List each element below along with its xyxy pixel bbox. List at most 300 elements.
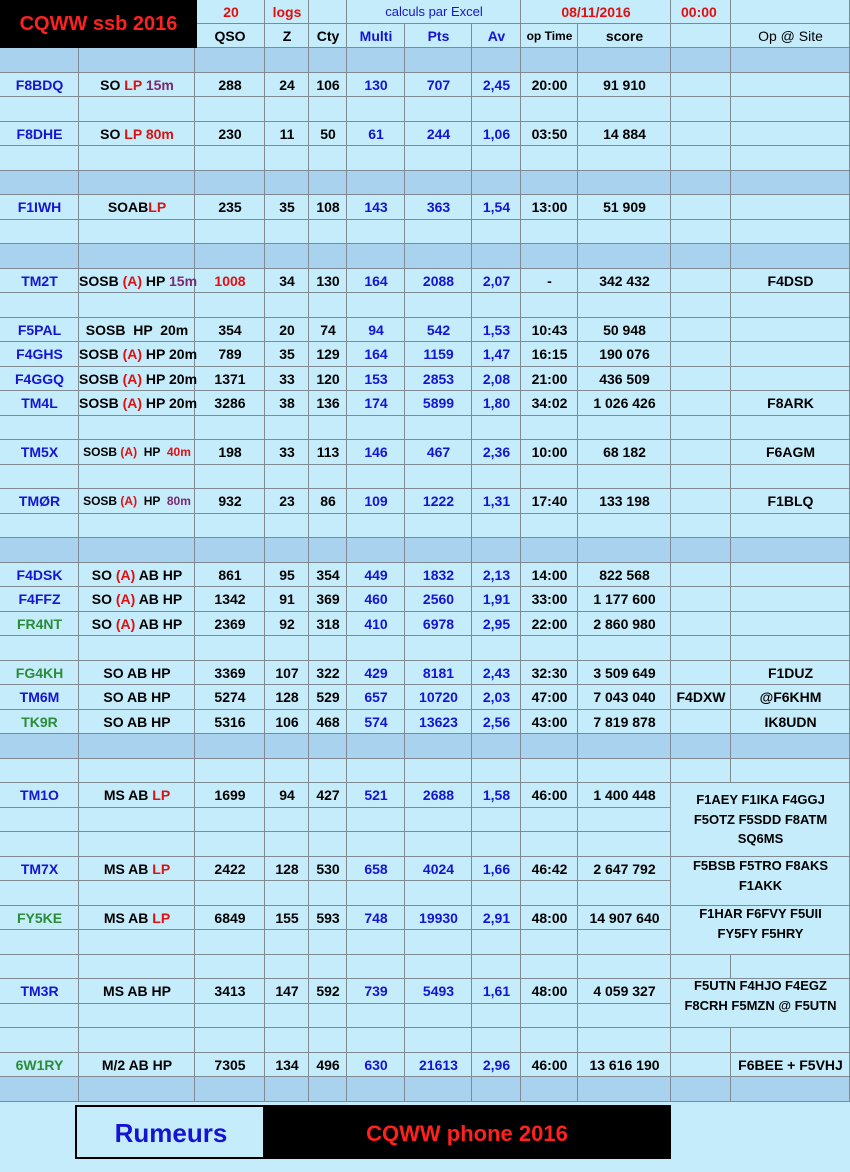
table-cell <box>195 1028 265 1053</box>
category-part: LP <box>148 199 167 215</box>
category-part: SO AB HP <box>103 689 171 705</box>
time-value: 48:00 <box>531 983 568 999</box>
callsign: FY5KE <box>16 910 63 926</box>
av-value: 1,58 <box>482 787 511 803</box>
table-cell <box>195 832 265 857</box>
cty-value: 106 <box>316 77 340 93</box>
category-part: HP 20m <box>145 371 198 387</box>
separator-cell <box>309 244 347 269</box>
category-part: (A) <box>115 616 139 632</box>
category <box>79 77 195 93</box>
table-cell <box>671 342 731 367</box>
qso-value: 6849 <box>214 910 246 926</box>
table-cell <box>578 808 671 832</box>
table-cell <box>0 220 79 244</box>
callsign: TM3R <box>20 983 59 999</box>
z-value: 33 <box>279 371 295 387</box>
table-cell <box>671 220 731 244</box>
separator-cell <box>521 1077 578 1102</box>
qso-value: 1371 <box>214 371 246 387</box>
category-part: LP <box>124 77 146 93</box>
score-value: 190 076 <box>599 346 650 362</box>
separator-cell <box>265 171 309 195</box>
separator-cell <box>405 244 472 269</box>
table-cell <box>405 146 472 171</box>
table-cell <box>405 1028 472 1053</box>
table-cell <box>521 955 578 979</box>
table-cell <box>195 1004 265 1028</box>
av-value: 2,96 <box>482 1057 511 1073</box>
table-cell <box>521 514 578 538</box>
separator-cell <box>0 244 79 269</box>
table-cell <box>731 367 850 391</box>
callsign: 6W1RY <box>15 1057 64 1073</box>
contest-box <box>265 1107 669 1157</box>
callsign: TM7X <box>20 861 59 877</box>
qso-value: 7305 <box>214 1057 246 1073</box>
table-cell <box>405 636 472 661</box>
category-part: MS AB <box>103 861 153 877</box>
header-top-cell <box>731 0 850 24</box>
separator-cell <box>0 171 79 195</box>
pts-value: 13623 <box>419 714 458 730</box>
table-cell <box>405 220 472 244</box>
sheet-title-box <box>0 0 197 48</box>
multi-value: 130 <box>364 77 388 93</box>
cty-value: 113 <box>316 444 340 460</box>
table-cell <box>472 146 521 171</box>
table-cell <box>0 146 79 171</box>
table-cell <box>0 759 79 783</box>
table-cell <box>671 759 731 783</box>
category-part: SO AB HP <box>103 714 171 730</box>
table-cell <box>195 146 265 171</box>
cty-value: 592 <box>316 983 340 999</box>
callsign: F4GHS <box>16 346 63 362</box>
av-value: 2,36 <box>482 444 511 460</box>
category-part: SOSB <box>79 371 123 387</box>
separator-cell <box>195 48 265 73</box>
callsign: F8DHE <box>16 126 63 142</box>
table-cell <box>309 930 347 955</box>
category-part: AB HP <box>138 591 183 607</box>
callsign: F1IWH <box>17 199 62 215</box>
table-cell <box>309 881 347 906</box>
pts-value: 5899 <box>422 395 455 411</box>
z-value: 94 <box>279 787 295 803</box>
multi-value: 429 <box>364 665 388 681</box>
av-value: 2,43 <box>482 665 511 681</box>
category <box>79 714 195 730</box>
table-cell <box>731 146 850 171</box>
table-cell <box>195 220 265 244</box>
table-cell <box>731 514 850 538</box>
category-part: HP 20m <box>145 395 198 411</box>
column-header-cell <box>671 24 731 48</box>
table-cell <box>0 416 79 440</box>
table-cell <box>309 636 347 661</box>
score-value: 133 198 <box>599 493 650 509</box>
table-cell <box>521 1028 578 1053</box>
table-cell <box>347 808 405 832</box>
category-part: HP <box>145 273 169 289</box>
table-cell <box>309 465 347 489</box>
category-part: 80m <box>166 494 191 508</box>
table-cell <box>265 955 309 979</box>
table-cell <box>472 759 521 783</box>
table-cell <box>79 930 195 955</box>
table-cell <box>79 146 195 171</box>
category-part: (A) <box>120 494 144 508</box>
column-header: score <box>605 28 644 44</box>
table-cell <box>578 97 671 122</box>
table-cell <box>405 465 472 489</box>
table-cell <box>405 759 472 783</box>
operators-line: F5OTZ F5SDD F8ATM <box>693 811 828 827</box>
time-value: 43:00 <box>531 714 568 730</box>
category-part: LP <box>124 126 146 142</box>
qso-value: 230 <box>218 126 242 142</box>
separator-cell <box>79 244 195 269</box>
column-header: op Time <box>526 29 573 43</box>
av-value: 1,53 <box>482 322 511 338</box>
qso-value: 235 <box>218 199 242 215</box>
av-value: 1,54 <box>482 199 511 215</box>
callsign: F4FFZ <box>18 591 61 607</box>
cty-value: 86 <box>320 493 336 509</box>
separator-cell <box>405 1077 472 1102</box>
av-value: 2,95 <box>482 616 511 632</box>
category-part: SO <box>91 616 116 632</box>
separator-cell <box>472 48 521 73</box>
table-cell <box>79 97 195 122</box>
table-cell <box>671 514 731 538</box>
table-cell <box>671 636 731 661</box>
callsign: TM6M <box>19 689 60 705</box>
category-part: MS AB <box>103 910 153 926</box>
column-header: Cty <box>316 28 340 44</box>
separator-cell <box>405 48 472 73</box>
column-header: QSO <box>214 28 246 44</box>
score-value: 50 948 <box>603 322 646 338</box>
table-cell <box>0 293 79 318</box>
callsign: TMØR <box>18 493 61 509</box>
separator-cell <box>405 734 472 759</box>
category <box>79 861 195 877</box>
cty-value: 496 <box>316 1057 340 1073</box>
separator-cell <box>521 48 578 73</box>
separator-cell <box>265 538 309 563</box>
column-header-cell <box>195 24 265 48</box>
score-value: 13 616 190 <box>589 1057 660 1073</box>
pts-value: 542 <box>426 322 451 338</box>
category-part: SOSB <box>83 494 121 508</box>
table-cell <box>671 293 731 318</box>
z-value: 33 <box>279 444 295 460</box>
category <box>79 322 195 338</box>
time-value: 46:00 <box>531 787 568 803</box>
header-top-cell <box>309 0 347 24</box>
table-cell <box>578 955 671 979</box>
column-header: Pts <box>427 28 450 44</box>
header-top-cell <box>521 0 671 24</box>
qso-value: 2422 <box>214 861 246 877</box>
callsign: TM5X <box>20 444 59 460</box>
table-cell <box>0 832 79 857</box>
z-value: 134 <box>275 1057 299 1073</box>
separator-cell <box>671 734 731 759</box>
time-value: 10:00 <box>531 444 568 460</box>
table-cell <box>79 759 195 783</box>
separator-cell <box>472 244 521 269</box>
category-part: (A) <box>122 346 146 362</box>
separator-cell <box>0 1077 79 1102</box>
table-cell <box>731 342 850 367</box>
separator-cell <box>79 734 195 759</box>
table-cell <box>309 808 347 832</box>
header-top-cell <box>671 0 731 24</box>
z-value: 24 <box>279 77 295 93</box>
table-cell <box>79 881 195 906</box>
av-value: 1,47 <box>482 346 511 362</box>
score-value: 342 432 <box>599 273 650 289</box>
table-cell <box>671 73 731 97</box>
separator-cell <box>731 48 850 73</box>
separator-cell <box>472 734 521 759</box>
operator-site: F8ARK <box>767 395 814 411</box>
table-cell <box>671 1028 731 1053</box>
pts-value: 707 <box>426 77 451 93</box>
table-cell <box>309 146 347 171</box>
separator-cell <box>347 734 405 759</box>
z-value: 95 <box>279 567 295 583</box>
multi-value: 143 <box>364 199 388 215</box>
time-value: 20:00 <box>531 77 568 93</box>
qso-value: 5274 <box>214 689 246 705</box>
av-value: 2,13 <box>482 567 511 583</box>
separator-cell <box>309 538 347 563</box>
table-cell <box>79 808 195 832</box>
qso-value: 861 <box>218 567 242 583</box>
category <box>79 444 195 460</box>
z-value: 147 <box>275 983 299 999</box>
cty-value: 322 <box>316 665 340 681</box>
category-part: HP <box>143 445 167 459</box>
time-value: 17:40 <box>531 493 568 509</box>
separator-cell <box>578 48 671 73</box>
pts-value: 2688 <box>422 787 455 803</box>
table-cell <box>347 465 405 489</box>
table-cell <box>405 97 472 122</box>
separator-cell <box>472 1077 521 1102</box>
table-cell <box>731 195 850 220</box>
separator-cell <box>309 734 347 759</box>
table-cell <box>472 416 521 440</box>
separator-cell <box>578 171 671 195</box>
table-cell <box>671 1053 731 1077</box>
av-value: 2,45 <box>482 77 511 93</box>
multi-value: 94 <box>368 322 384 338</box>
operator-site: IK8UDN <box>764 714 817 730</box>
table-cell <box>79 293 195 318</box>
category-part: SO <box>100 126 125 142</box>
multi-value: 658 <box>364 861 388 877</box>
separator-cell <box>79 538 195 563</box>
z-value: 23 <box>279 493 295 509</box>
cty-value: 120 <box>316 371 340 387</box>
table-cell <box>472 832 521 857</box>
z-value: 35 <box>279 199 295 215</box>
score-value: 51 909 <box>603 199 646 215</box>
separator-cell <box>671 1077 731 1102</box>
table-cell <box>347 220 405 244</box>
category-part: SO <box>100 77 125 93</box>
table-cell <box>265 808 309 832</box>
qso-value: 3369 <box>214 665 246 681</box>
category-part: SOAB <box>107 199 149 215</box>
table-cell <box>472 808 521 832</box>
score-value: 4 059 327 <box>593 983 656 999</box>
table-cell <box>521 220 578 244</box>
separator-cell <box>0 48 79 73</box>
category-part: SO <box>91 567 116 583</box>
score-value: 1 400 448 <box>593 787 656 803</box>
time-value: 16:15 <box>531 346 568 362</box>
separator-cell <box>79 1077 195 1102</box>
table-cell <box>195 514 265 538</box>
separator-cell <box>79 48 195 73</box>
table-cell <box>472 514 521 538</box>
qso-value: 3413 <box>214 983 246 999</box>
table-cell <box>578 416 671 440</box>
category-part: MS AB <box>103 787 153 803</box>
table-cell <box>578 636 671 661</box>
table-cell <box>578 759 671 783</box>
z-value: 11 <box>279 126 295 142</box>
table-cell <box>347 636 405 661</box>
table-cell <box>0 808 79 832</box>
operators-line: F1HAR F6FVY F5UII <box>699 906 822 921</box>
separator-cell <box>521 538 578 563</box>
separator-cell <box>195 244 265 269</box>
qso-value: 3286 <box>214 395 246 411</box>
table-cell <box>521 808 578 832</box>
qso-value: 354 <box>218 322 242 338</box>
table-cell <box>195 636 265 661</box>
category-part: SOSB HP 20m <box>85 322 189 338</box>
pts-value: 4024 <box>422 861 455 877</box>
category <box>79 910 195 926</box>
pts-value: 244 <box>426 126 451 142</box>
table-cell <box>347 930 405 955</box>
table-cell <box>671 146 731 171</box>
table-cell <box>472 955 521 979</box>
table-cell <box>347 293 405 318</box>
multi-value: 164 <box>364 346 388 362</box>
time-value: 48:00 <box>531 910 568 926</box>
table-cell <box>195 416 265 440</box>
table-cell <box>0 465 79 489</box>
table-cell <box>79 955 195 979</box>
table-cell <box>671 710 731 734</box>
table-cell <box>472 220 521 244</box>
table-cell <box>671 465 731 489</box>
category <box>79 395 198 411</box>
category-part: 15m <box>145 77 174 93</box>
separator-cell <box>671 244 731 269</box>
category-part: 15m <box>169 273 198 289</box>
score-value: 436 509 <box>599 371 650 387</box>
table-cell <box>309 1004 347 1028</box>
table-cell <box>195 293 265 318</box>
cty-value: 136 <box>316 395 340 411</box>
z-value: 35 <box>279 346 295 362</box>
multi-value: 164 <box>364 273 388 289</box>
cty-value: 529 <box>316 689 340 705</box>
separator-cell <box>347 244 405 269</box>
table-cell <box>195 808 265 832</box>
category-part: SO <box>91 591 116 607</box>
separator-cell <box>347 538 405 563</box>
separator-cell <box>347 48 405 73</box>
cty-value: 468 <box>316 714 340 730</box>
table-cell <box>731 759 850 783</box>
cty-value: 354 <box>316 567 340 583</box>
table-cell <box>79 636 195 661</box>
table-cell <box>265 514 309 538</box>
callsign: TM2T <box>21 273 58 289</box>
table-cell <box>405 832 472 857</box>
column-header-cell <box>578 24 671 48</box>
column-header-cell <box>347 24 405 48</box>
table-cell <box>578 465 671 489</box>
separator-cell <box>195 171 265 195</box>
table-cell <box>0 930 79 955</box>
table-cell <box>731 587 850 612</box>
table-cell <box>347 97 405 122</box>
table-cell <box>521 832 578 857</box>
separator-cell <box>671 171 731 195</box>
category <box>79 126 195 142</box>
operator-site: @F6KHM <box>759 689 822 705</box>
table-cell <box>521 759 578 783</box>
table-cell <box>731 318 850 342</box>
category-part: (A) <box>115 591 139 607</box>
score-value: 7 043 040 <box>593 689 656 705</box>
separator-cell <box>521 171 578 195</box>
category-part: MS AB HP <box>103 983 171 999</box>
operators-line: F1AEY F1IKA F4GGJ <box>696 792 825 807</box>
qso-value: 932 <box>218 493 242 509</box>
time-value: 46:42 <box>531 861 568 877</box>
separator-cell <box>347 1077 405 1102</box>
qso-value: 1699 <box>214 787 246 803</box>
table-cell <box>79 832 195 857</box>
separator-cell <box>195 538 265 563</box>
cty-value: 74 <box>320 322 336 338</box>
multi-value: 61 <box>368 126 384 142</box>
cty-value: 50 <box>320 126 336 142</box>
score-value: 1 026 426 <box>593 395 656 411</box>
av-value: 2,56 <box>482 714 511 730</box>
table-cell <box>309 416 347 440</box>
column-header: Multi <box>359 28 393 44</box>
pts-value: 1832 <box>422 567 455 583</box>
pts-value: 19930 <box>419 910 458 926</box>
table-cell <box>195 930 265 955</box>
table-cell <box>0 881 79 906</box>
table-cell <box>265 465 309 489</box>
